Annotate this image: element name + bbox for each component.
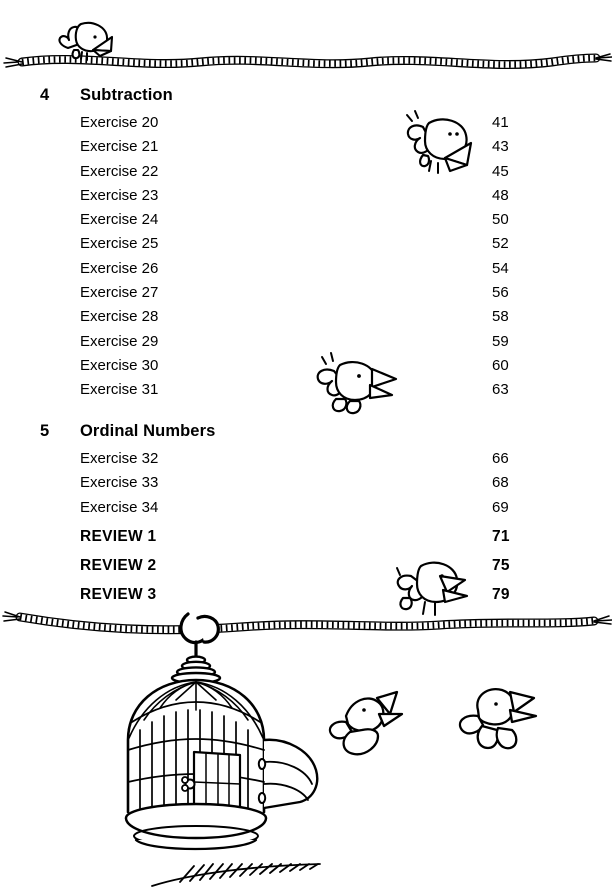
toc-entry[interactable] bbox=[40, 499, 532, 523]
toc-review-entry[interactable] bbox=[40, 557, 532, 586]
toc-entry-label: Exercise 21 bbox=[80, 138, 159, 156]
toc-entry[interactable] bbox=[40, 114, 532, 138]
toc-section-subtraction bbox=[40, 86, 532, 406]
toc-review-entry[interactable] bbox=[40, 528, 532, 557]
toc-entry-label: Exercise 20 bbox=[80, 114, 159, 131]
toc-review-page: 79 bbox=[492, 586, 510, 603]
section-title: Subtraction bbox=[80, 86, 173, 104]
toc-review-label: REVIEW 3 bbox=[80, 586, 157, 603]
section-title: Ordinal Numbers bbox=[80, 422, 216, 440]
toc-entry-page: 63 bbox=[492, 381, 509, 399]
toc-review-page: 71 bbox=[492, 528, 510, 545]
toc-entry-page: 56 bbox=[492, 284, 509, 302]
toc-entry[interactable] bbox=[40, 260, 532, 284]
toc-entry[interactable] bbox=[40, 474, 532, 498]
toc-entry[interactable] bbox=[40, 333, 532, 357]
toc-entry[interactable] bbox=[40, 284, 532, 308]
toc-review-label: REVIEW 1 bbox=[80, 528, 157, 545]
toc-entry[interactable] bbox=[40, 187, 532, 211]
toc-entry-page: 66 bbox=[492, 450, 509, 467]
section-number: 4 bbox=[40, 86, 50, 104]
toc-entry-page: 41 bbox=[492, 114, 509, 131]
toc-entry-page: 69 bbox=[492, 498, 509, 516]
toc-entry-label: Exercise 27 bbox=[80, 284, 159, 302]
toc-entry[interactable] bbox=[40, 211, 532, 235]
toc-entry-label: Exercise 28 bbox=[80, 308, 159, 326]
toc-reviews bbox=[40, 528, 532, 615]
toc-entry-page: 60 bbox=[492, 356, 509, 374]
toc-review-page: 75 bbox=[492, 557, 510, 574]
toc-entry-page: 43 bbox=[492, 138, 509, 156]
toc-entry[interactable] bbox=[40, 381, 532, 405]
toc-entry-label: Exercise 32 bbox=[80, 450, 159, 467]
toc-entry-page: 59 bbox=[492, 332, 509, 350]
section-number: 5 bbox=[40, 422, 50, 440]
toc-entry-label: Exercise 26 bbox=[80, 259, 159, 277]
toc-entry-page: 68 bbox=[492, 474, 509, 492]
toc-review-entry[interactable] bbox=[40, 586, 532, 615]
toc-entry-label: Exercise 24 bbox=[80, 211, 159, 229]
toc-entry-label: Exercise 33 bbox=[80, 474, 159, 492]
toc-entry[interactable] bbox=[40, 357, 532, 381]
toc-entry-label: Exercise 30 bbox=[80, 356, 159, 374]
toc-entry-label: Exercise 29 bbox=[80, 332, 159, 350]
toc-section-ordinal-numbers bbox=[40, 422, 532, 523]
section-heading bbox=[40, 86, 532, 105]
toc-entry[interactable] bbox=[40, 235, 532, 259]
toc-entry-label: Exercise 22 bbox=[80, 162, 159, 180]
toc-entry-label: Exercise 34 bbox=[80, 498, 159, 516]
toc-entry[interactable] bbox=[40, 138, 532, 162]
toc-review-label: REVIEW 2 bbox=[80, 557, 157, 574]
toc-entry-page: 50 bbox=[492, 211, 509, 229]
toc-entry-page: 58 bbox=[492, 308, 509, 326]
toc-entry-label: Exercise 31 bbox=[80, 381, 159, 399]
toc-entry[interactable] bbox=[40, 308, 532, 332]
toc-entry-page: 52 bbox=[492, 235, 509, 253]
toc-entry-page: 48 bbox=[492, 186, 509, 204]
toc-entry[interactable] bbox=[40, 450, 532, 474]
toc-entry-label: Exercise 23 bbox=[80, 186, 159, 204]
toc-entry-page: 45 bbox=[492, 162, 509, 180]
toc-entry-page: 54 bbox=[492, 259, 509, 277]
section-heading bbox=[40, 422, 532, 441]
toc-entry[interactable] bbox=[40, 163, 532, 187]
toc-entry-label: Exercise 25 bbox=[80, 235, 159, 253]
